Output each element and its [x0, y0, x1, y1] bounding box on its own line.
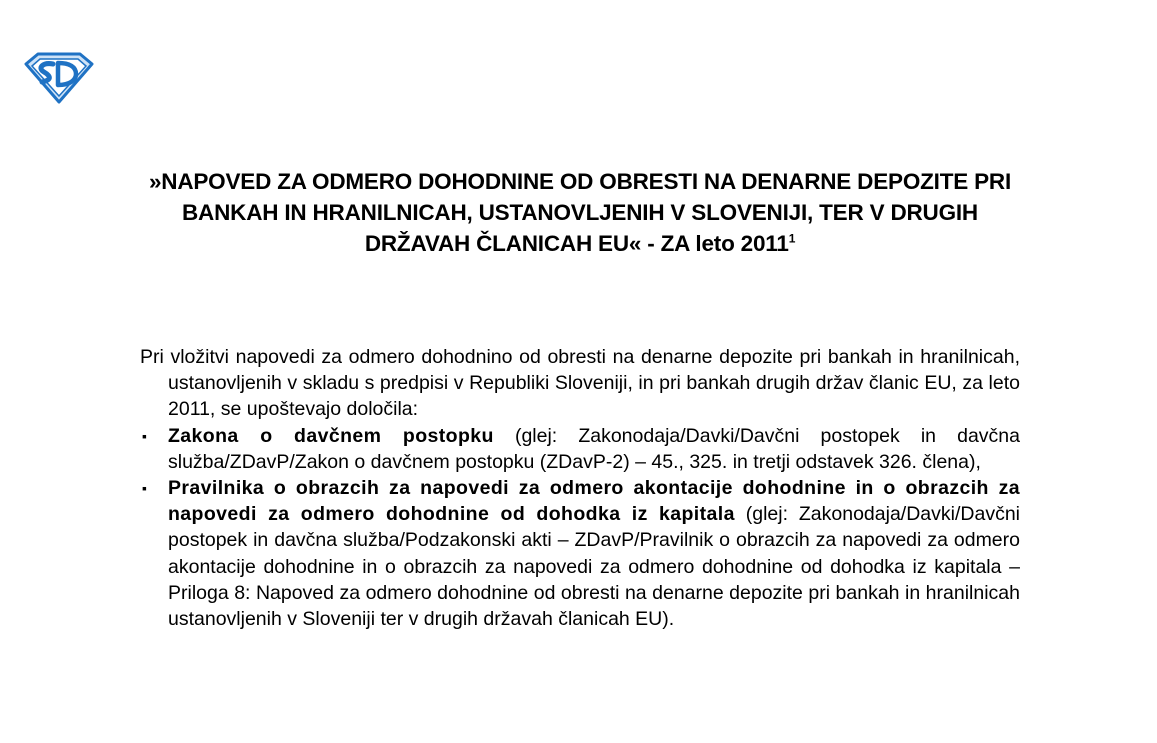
regulation-reference: (glej: Zakonodaja/Davki/Davčni postopek in davčna služba/Podzakonski akti – ZDavP/Pravilnik o obrazcih za napovedi za odmero akontacije dohodnine in o obrazcih za napovedi za odmero dohodnine od dohodka iz kapitala – Priloga 8: Napoved za odmero dohodnine od obresti na denarne depozite pri bankah in hranilnicah ustanovljenih v Sloveniji ter v drugih državah članicah EU).: [168, 503, 1020, 631]
list-item: [140, 423, 1020, 475]
bullet-icon: ▪: [142, 480, 147, 497]
document-title: [140, 166, 1020, 259]
document-body: [140, 344, 1020, 632]
regulation-reference: (glej: Zakonodaja/Davki/Davčni postopek in davčna služba/ZDavP/Zakon o davčnem postopku (ZDavP-2) – 45., 325. in tretji odstavek 326. člena),: [168, 424, 1020, 473]
bullet-icon: ▪: [142, 427, 147, 444]
list-item: [140, 475, 1020, 632]
regulation-list: [140, 423, 1020, 633]
footnote-marker: 1: [788, 231, 796, 246]
intro-paragraph: Pri vložitvi napovedi za odmero dohodnino od obresti na denarne depozite pri bankah in hranilnicah, ustanovljenih v skladu s predpisi v Republiki Sloveniji, in pri bankah drugih držav članic EU, za leto 2011, se upoštevajo določila:: [140, 346, 1020, 421]
sd-shield-logo-icon: [22, 50, 96, 106]
regulation-name: Zakona o davčnem postopku: [168, 424, 494, 447]
regulation-name: Pravilnika o obrazcih za napovedi za odmero akontacije dohodnine in o obrazcih za napovedi za odmero dohodnine od dohodka iz kapitala: [168, 477, 1020, 526]
document-title-text: »NAPOVED ZA ODMERO DOHODNINE OD OBRESTI NA DENARNE DEPOZITE PRI BANKAH IN HRANILNICAH, USTANOVLJENIH V SLOVENIJI, TER V DRUGIH DRŽAVAH ČLANICAH EU« - ZA leto 2011: [148, 169, 1012, 256]
